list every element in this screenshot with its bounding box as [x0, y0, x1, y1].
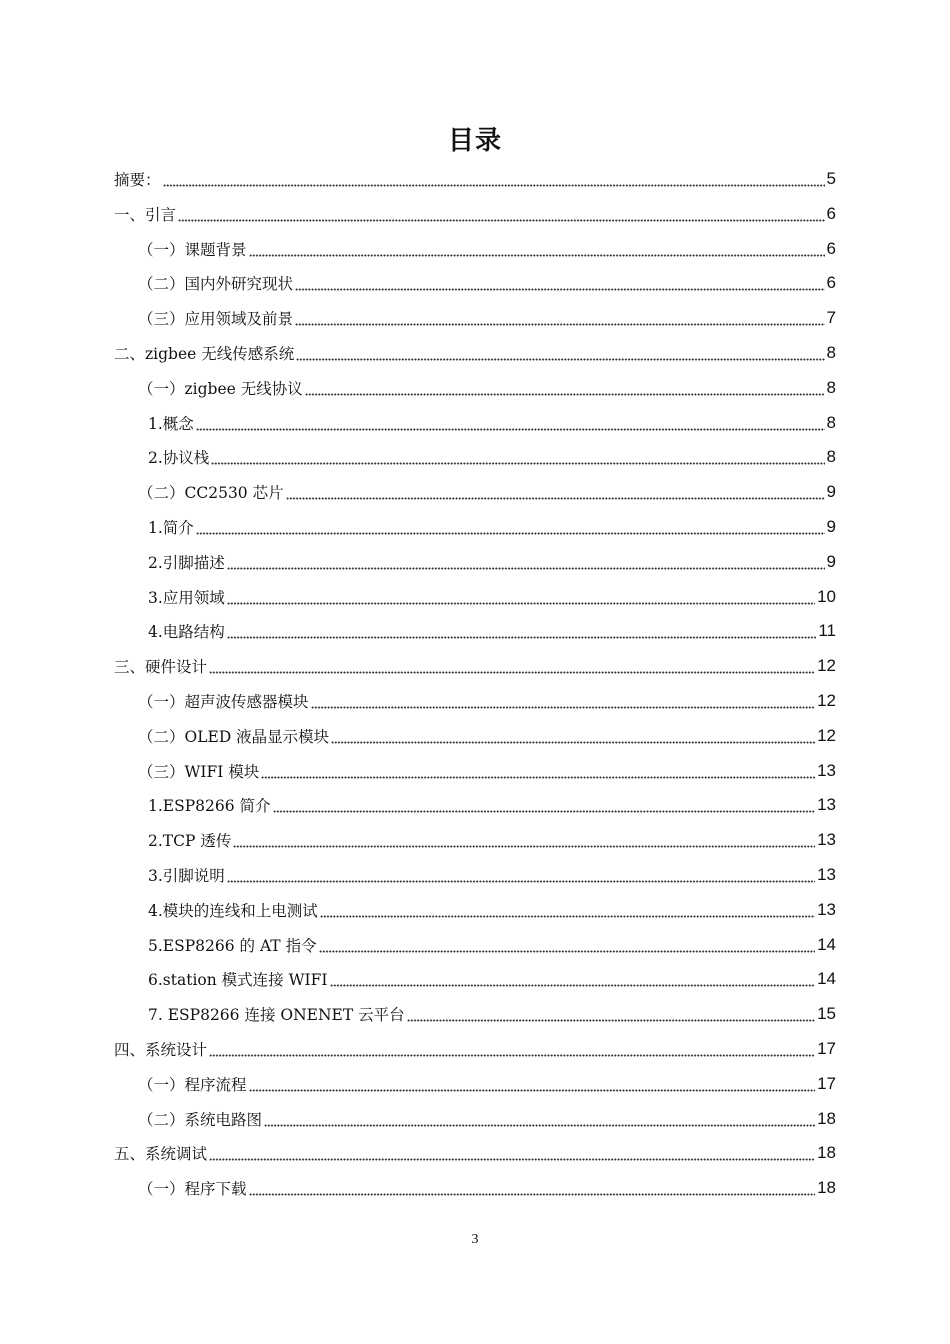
dot-leader [196, 510, 825, 544]
toc-entry-title: 二、zigbee 无线传感系统 [114, 345, 295, 363]
toc-entry-page: 6 [826, 203, 836, 223]
page-title: 目录 [447, 126, 502, 156]
dot-leader [407, 997, 815, 1031]
toc-entry-title: 2.协议栈 [148, 449, 210, 468]
dot-leader [233, 823, 815, 857]
toc-entry-title: 摘要： [114, 171, 161, 189]
dot-leader [331, 719, 815, 753]
dot-leader [227, 580, 815, 614]
toc-entry[interactable] [138, 719, 836, 753]
toc-entry[interactable] [148, 962, 836, 996]
dot-leader [249, 232, 825, 266]
dot-leader [264, 1102, 815, 1136]
dot-leader [295, 301, 825, 335]
toc-entry[interactable] [148, 614, 836, 648]
toc-entry[interactable] [114, 1136, 836, 1170]
dot-leader [305, 371, 825, 405]
toc-entry[interactable] [138, 232, 836, 266]
dot-leader [311, 684, 816, 718]
toc-entry-page: 12 [817, 691, 836, 710]
toc-entry-page: 5 [826, 169, 836, 188]
toc-entry[interactable] [148, 788, 836, 822]
toc-entry[interactable] [114, 336, 836, 370]
toc-entry-title: （二）国内外研究现状 [138, 275, 294, 294]
dot-leader [196, 406, 825, 440]
toc-entry-page: 14 [817, 969, 836, 989]
toc-entry-page: 9 [826, 551, 836, 571]
toc-entry[interactable] [138, 1102, 836, 1136]
dot-leader [178, 197, 825, 231]
toc-entry[interactable] [114, 649, 836, 683]
toc-entry-title: 五、系统调试 [114, 1145, 208, 1164]
dot-leader [249, 1171, 816, 1205]
toc-entry-page: 12 [817, 656, 836, 676]
toc-entry-page: 8 [826, 412, 836, 432]
toc-entry[interactable] [114, 162, 836, 196]
toc-entry[interactable] [138, 1067, 836, 1101]
toc-entry[interactable] [148, 406, 836, 440]
dot-leader [261, 754, 815, 788]
toc-entry-title: （一）程序流程 [138, 1075, 247, 1094]
dot-leader [209, 649, 815, 683]
toc-entry[interactable] [148, 928, 836, 962]
toc-entry-title: 4.模块的连线和上电测试 [148, 901, 318, 920]
dot-leader [209, 1032, 815, 1066]
toc-entry[interactable] [148, 510, 836, 544]
toc-entry-title: （一）程序下载 [138, 1180, 247, 1199]
dot-leader [209, 1136, 815, 1170]
toc-entry[interactable] [148, 823, 836, 857]
toc-entry[interactable] [148, 580, 836, 614]
toc-entry-title: （一）zigbee 无线协议 [138, 379, 303, 398]
toc-entry-title: 4.电路结构 [148, 623, 225, 642]
toc-entry-title: 一、引言 [114, 205, 177, 224]
toc-entry-page: 15 [817, 1004, 836, 1024]
dot-leader [227, 614, 817, 648]
toc-entry[interactable] [138, 266, 836, 300]
toc-entry-page: 14 [817, 934, 836, 954]
toc-entry-title: （二）OLED 液晶显示模块 [138, 727, 330, 746]
dot-leader [296, 336, 824, 370]
toc-entry-page: 8 [826, 447, 836, 467]
dot-leader [286, 475, 825, 509]
toc-entry-title: （二）系统电路图 [138, 1110, 263, 1129]
toc-entry[interactable] [148, 893, 836, 927]
toc-entry-title: 1.ESP8266 简介 [148, 797, 271, 816]
toc-entry-title: （一）课题背景 [138, 240, 247, 259]
toc-entry-page: 13 [817, 760, 836, 780]
dot-leader [249, 1067, 816, 1101]
toc-entry-page: 17 [817, 1039, 836, 1058]
dot-leader [211, 440, 824, 474]
toc-entry-page: 18 [817, 1108, 836, 1128]
toc-entry[interactable] [138, 754, 836, 788]
toc-entry-title: 三、硬件设计 [114, 658, 208, 677]
toc-entry-title: （三）WIFI 模块 [138, 762, 260, 781]
toc-entry-page: 13 [817, 830, 836, 850]
toc-entry-title: 1.概念 [148, 414, 194, 433]
dot-leader [319, 928, 816, 962]
toc-entry[interactable] [138, 475, 836, 509]
toc-entry-page: 8 [826, 377, 836, 397]
toc-entry-page: 13 [817, 795, 836, 815]
toc-entry-title: 3.应用领域 [148, 588, 225, 607]
dot-leader [273, 788, 816, 822]
dot-leader [227, 545, 825, 579]
page-number: 3 [471, 1232, 479, 1247]
toc-entry-title: 2.TCP 透传 [148, 832, 232, 851]
toc-entry[interactable] [148, 545, 836, 579]
toc-entry[interactable] [148, 997, 836, 1031]
toc-entry-page: 11 [818, 621, 836, 641]
toc-entry-page: 9 [826, 482, 836, 502]
toc-entry-page: 12 [817, 725, 836, 745]
toc-entry-page: 8 [826, 343, 836, 362]
toc-entry-title: 1.简介 [148, 519, 194, 537]
dot-leader [227, 858, 815, 892]
toc-entry[interactable] [138, 1171, 836, 1205]
dot-leader [320, 893, 815, 927]
dot-leader [330, 962, 816, 996]
toc-entry-title: 2.引脚描述 [148, 553, 225, 572]
toc-entry-title: 3.引脚说明 [148, 867, 225, 885]
dot-leader [295, 266, 825, 300]
toc-entry-page: 13 [817, 899, 836, 919]
toc-entry-page: 7 [826, 308, 836, 328]
toc-entry-page: 9 [826, 517, 836, 536]
toc-entry-title: （三）应用领域及前景 [138, 310, 294, 329]
toc-entry-title: 5.ESP8266 的 AT 指令 [148, 936, 317, 955]
toc-entry-title: （一）超声波传感器模块 [138, 693, 309, 711]
toc-entry[interactable] [138, 684, 836, 718]
toc-entry[interactable] [114, 1032, 836, 1066]
toc-entry-title: 7. ESP8266 连接 ONENET 云平台 [148, 1006, 405, 1025]
toc-entry[interactable] [138, 301, 836, 335]
toc-entry-page: 6 [826, 238, 836, 258]
toc-entry-page: 18 [817, 1143, 836, 1163]
dot-leader [163, 162, 825, 196]
toc-entry-title: 四、系统设计 [114, 1041, 208, 1059]
toc-entry-page: 17 [817, 1073, 836, 1093]
toc-entry-page: 18 [817, 1178, 836, 1198]
toc-entry-page: 13 [817, 865, 836, 884]
toc-entry-title: 6.station 模式连接 WIFI [148, 971, 328, 990]
toc-entry-page: 10 [817, 586, 836, 606]
toc-entry-page: 6 [826, 273, 836, 293]
toc-entry[interactable] [148, 440, 836, 474]
toc-entry[interactable] [114, 197, 836, 231]
toc-entry-title: （二）CC2530 芯片 [138, 484, 284, 503]
toc-entry[interactable] [148, 858, 836, 892]
toc-entry[interactable] [138, 371, 836, 405]
